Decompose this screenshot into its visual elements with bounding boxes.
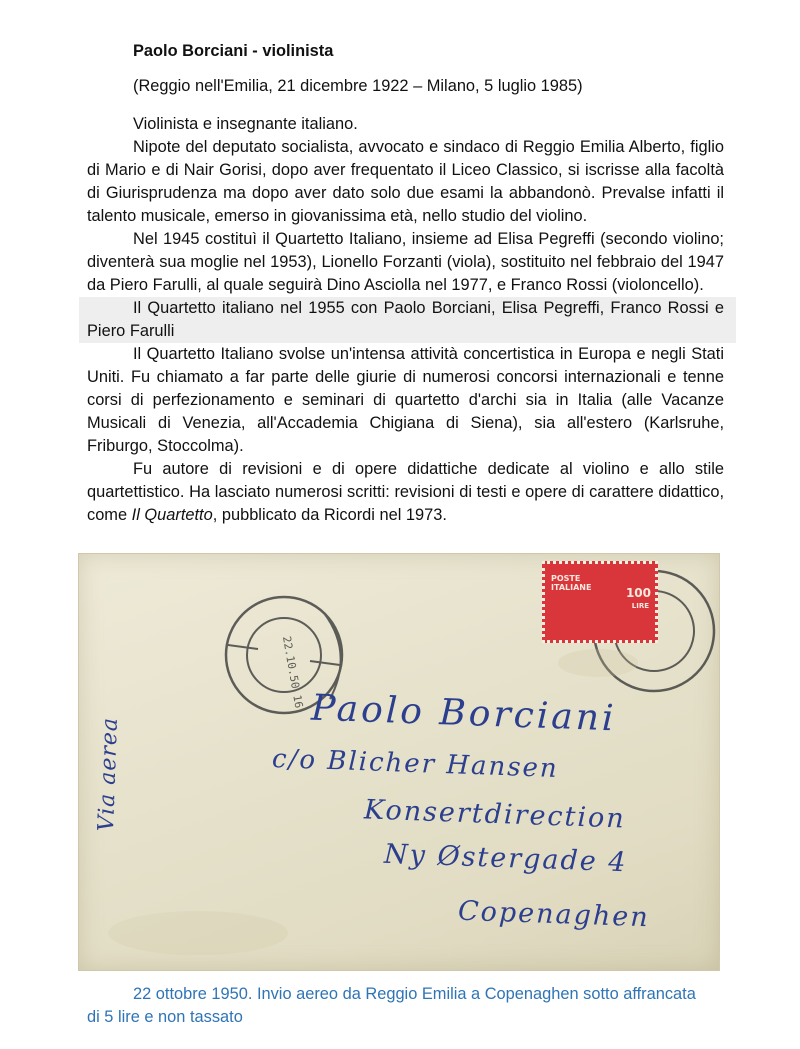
page-title: Paolo Borciani - violinista <box>133 42 334 60</box>
book-title: Il Quartetto <box>131 506 213 524</box>
postage-stamp <box>542 561 658 643</box>
svg-text:22.10.50 16: 22.10.50 16 <box>279 635 306 710</box>
caption-text: 22 ottobre 1950. Invio aereo da Reggio Emilia a Copenaghen sotto affrancata di 5 lire e non tassato <box>87 985 696 1026</box>
paragraph-concert-activity: Il Quartetto Italiano svolse un'intensa attività concertistica in Europa e negli Stati Uniti. Fu chiamato a far parte delle giurie di numerosi concorsi internazionali e tenne corsi di perfezionamento e seminari di quartetto d'archi sia in Italia (alle Vacanze Musicali di Venezia, all'Accademia Chigiana di Siena), sia all'estero (Karlsruhe, Friburgo, Stoccolma). <box>87 345 724 455</box>
paragraph-writings <box>87 458 724 527</box>
envelope-photo <box>78 553 720 971</box>
handwritten-agency: Konsertdirection <box>363 794 627 835</box>
handwritten-recipient: Paolo Borciani <box>310 687 618 740</box>
paragraph-quartet-1955: Il Quartetto italiano nel 1955 con Paolo Borciani, Elisa Pegreffi, Franco Rossi e Piero Farulli <box>79 297 736 343</box>
handwritten-care-of: c/o Blicher Hansen <box>271 744 560 784</box>
article-body <box>87 113 724 527</box>
paragraph-biography: Nipote del deputato socialista, avvocato e sindaco di Reggio Emilia Alberto, figlio di Mario e di Nair Gorisi, dopo aver frequentato il Liceo Classico, si iscrisse alla facoltà di Giurisprudenza ma dopo aver dato solo due esami la abbandonò. Prevalse infatti il talento musicale, emerso in giovanissima età, nello studio del violino. <box>87 138 724 225</box>
writings-text: Fu autore di revisioni e di opere didattiche dedicate al violino e allo stile quartettistico. Ha lasciato numerosi scritti: revisioni di testi e opere di carattere didattico, come <box>87 460 724 524</box>
stamp-label: POSTE ITALIANE <box>551 574 592 592</box>
writings-text-end: , pubblicato da Ricordi nel 1973. <box>212 506 447 524</box>
handwritten-airmail-note: Via aerea <box>94 716 123 832</box>
handwritten-street: Ny Østergade 4 <box>383 838 629 879</box>
stamp-unit: LIRE <box>631 602 649 610</box>
stamp-value: 100 <box>625 586 651 600</box>
paragraph-quartet-founding: Nel 1945 costituì il Quartetto Italiano, insieme ad Elisa Pegreffi (secondo violino; diventerà sua moglie nel 1953), Lionello Forzanti (viola), sostituito nel febbraio del 1947 da Piero Farulli, al quale seguirà Dino Asciolla nel 1977, e Franco Rossi (violoncello). <box>87 230 724 294</box>
paragraph-intro: Violinista e insegnante italiano. <box>133 115 358 133</box>
handwritten-city: Copenaghen <box>457 895 651 934</box>
page-subtitle: (Reggio nell'Emilia, 21 dicembre 1922 – Milano, 5 luglio 1985) <box>133 77 583 95</box>
image-caption <box>87 983 707 1029</box>
